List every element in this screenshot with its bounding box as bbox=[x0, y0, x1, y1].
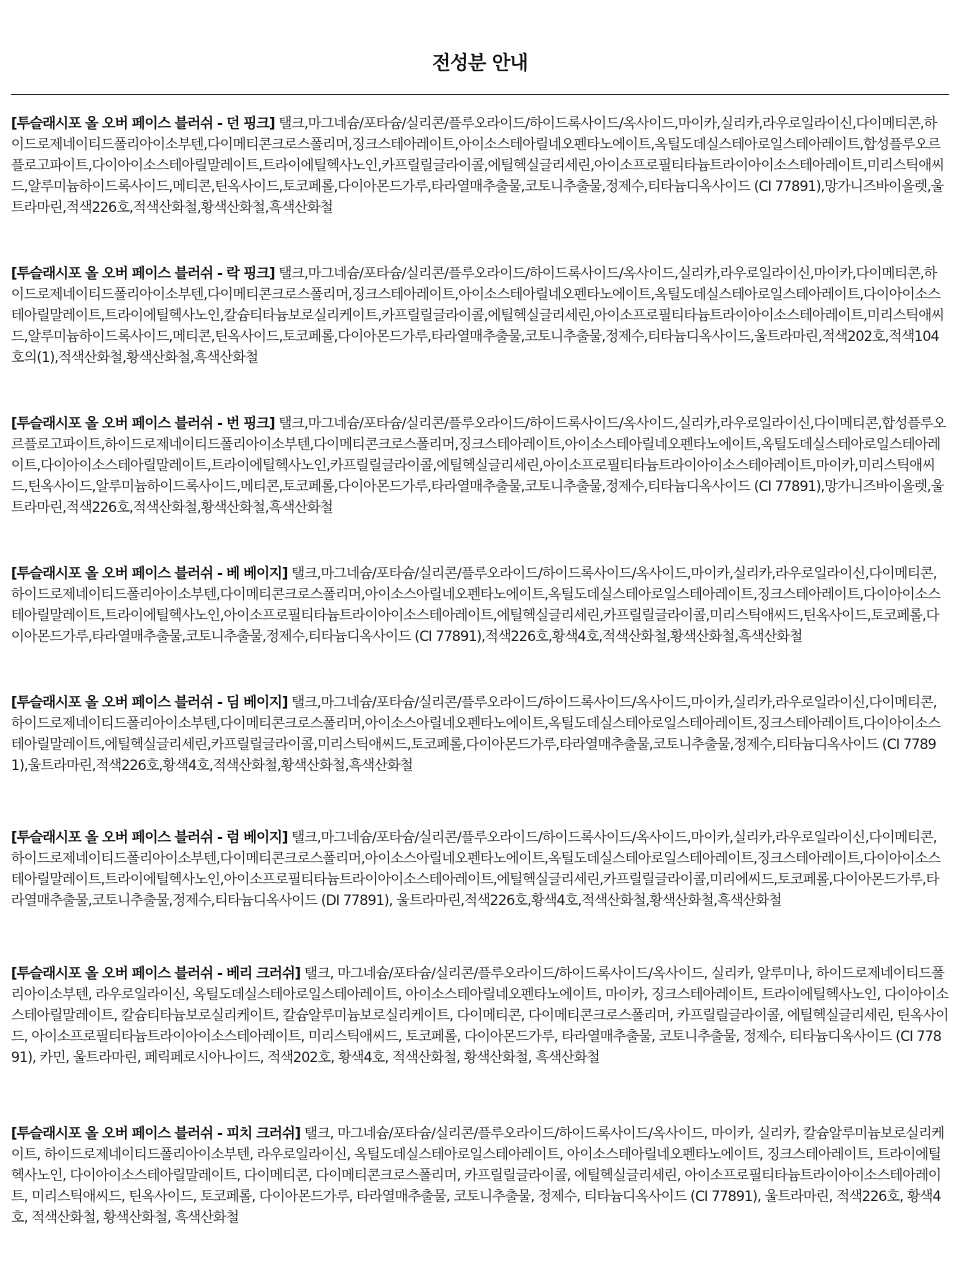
product-name: [투슬래시포 올 오버 페이스 블러쉬 - 락 핑크] bbox=[11, 266, 275, 282]
product-name: [투슬래시포 올 오버 페이스 블러쉬 - 럼 베이지] bbox=[11, 830, 288, 846]
ingredient-list: 탤크,마그네슘/포타슘/실리콘/플루오라이드/하이드록사이드/옥사이드,마이카,실리카,라우로일라이신,다이메티콘,하이드로제네이티드폴리아이소부텐,다이메티콘크로스폴리머,아이소스아릴네오펜타노에이트,옥틸도데실스테아로일스테아레이트,징크스테아레이트,다이아이소스테아릴말레이트,에틸헥실글리세린,카프릴릴글라이콜,미리스틱애씨드,토코페롤,다이아몬드가루,타라열매추출물,코토니추출물,정제수,티타늄디옥사이드 (CI 77891),울트라마린,적색226호,황색4호,적색산화철,황색산화철,흑색산화철 bbox=[11, 695, 941, 774]
ingredient-list: 탤크, 마그네슘/포타슘/실리콘/플루오라이드/하이드록사이드/옥사이드, 실리카, 알루미나, 하이드로제네이티드폴리아이소부텐, 라우로일라이신, 옥틸도데실스테아로일스테아레이트, 아이소스테아릴네오펜타노에이트, 마이카, 징크스테아레이트, 트라이에틸헥사노인, 다이아이소스테아릴말레이트, 칼슘티타늄보로실리케이트, 칼슘알루미늄보로실리케이트, 다이메티콘, 다이메티콘크로스폴리머, 카프릴릴글라이콜, 에틸헥실글리세린, 틴옥사이드, 아이소프로필티타늄트라이아이소스테아레이트, 미리스틱애씨드, 토코페롤, 다이아몬드가루, 타라열매추출물, 코토니추출물, 정제수, 티타늄디옥사이드 (CI 77891), 카민, 울트라마린, 페릭페로시아나이드, 적색202호, 황색4호, 적색산화철, 황색산화철, 흑색산화철 bbox=[11, 966, 949, 1066]
product-name: [투슬래시포 올 오버 페이스 블러쉬 - 딤 베이지] bbox=[11, 695, 288, 711]
product-ingredients-entry bbox=[11, 414, 949, 519]
product-name: [투슬래시포 올 오버 페이스 블러쉬 - 베 베이지] bbox=[11, 566, 288, 582]
product-name: [투슬래시포 올 오버 페이스 블러쉬 - 베리 크러쉬] bbox=[11, 966, 301, 982]
ingredient-list: 탤크,마그네슘/포타슘/실리콘/플루오라이드/하이드록사이드/옥사이드,마이카,실리카,라우로일라이신,다이메티콘,하이드로제네이티드폴리아이소부텐,다이메티콘크로스폴리머,아이소스아릴네오펜타노에이트,옥틸도데실스테아로일스테아레이트,징크스테아레이트,다이아이소스테아릴말레이트,트라이에틸헥사노인,아이소프로필티타늄트라이아이소스테아레이트,에틸헥실글리세린,카프릴릴글라이콜,미리에씨드,토코페롤,다이아몬드가루,타라열매추출물,코토니추출물,정제수,티타늄디옥사이드 (DI 77891), 울트라마린,적색226호,황색4호,적색산화철,황색산화철,흑색산화철 bbox=[11, 830, 941, 909]
product-name: [투슬래시포 올 오버 페이스 블러쉬 - 던 핑크] bbox=[11, 116, 275, 132]
product-ingredients-entry bbox=[11, 828, 949, 912]
product-ingredients-entry bbox=[11, 114, 949, 219]
ingredient-list: 탤크,마그네슘/포타슘/실리콘/플루오라이드/하이드록사이드/옥사이드,마이카,실리카,라우로일라이신,다이메티콘,하이드로제네이티드폴리아이소부텐,다이메티콘크로스폴리머,아이소스아릴네오펜타노에이트,옥틸도데실스테아로일스테아레이트,징크스테아레이트,다이아이소스테아릴말레이트,트라이에틸헥사노인,아이소프로필티타늄트라이아이소스테아레이트,에틸헥실글리세린,카프릴릴글라이콜,미리스틱애씨드,틴옥사이드,토코페롤,다이아몬드가루,타라열매추출물,코토니추출물,정제수,티타늄디옥사이드 (CI 77891),적색226호,황색4호,적색산화철,황색산화철,흑색산화철 bbox=[11, 566, 941, 645]
product-ingredients-entry bbox=[11, 693, 949, 777]
product-ingredients-entry bbox=[11, 1124, 949, 1229]
ingredient-list: 탤크,마그네슘/포타슘/실리콘/플루오라이드/하이드록사이드/옥사이드,실리카,라우로일라이신,다이메티콘,합성플루오르플로고파이트,하이드로제네이티드폴리아이소부텐,다이메티콘크로스폴리머,징크스테아레이트,아이소스테아릴네오펜타노에이트,옥틸도데실스테아로일스테아레이트,다이아이소스테아릴말레이트,트라이에틸헥사노인,카프릴릴글라이콜,에틸헥실글리세린,아이소프로필티타늄트라이아이소스테아레이트,마이카,미리스틱애씨드,틴옥사이드,알루미늄하이드록사이드,메티콘,토코페롤,다이아몬드가루,타라열매추출물,코토니추출물,정제수,티타늄디옥사이드 (CI 77891),망가니즈바이올렛,울트라마린,적색226호,적색산화철,황색산화철,흑색산화철 bbox=[11, 416, 946, 516]
ingredient-list: 탤크,마그네슘/포타슘/실리콘/플루오라이드/하이드록사이드/옥사이드,마이카,실리카,라우로일라이신,다이메티콘,하이드로제네이티드폴리아이소부텐,다이메티콘크로스폴리머,징크스테아레이트,아이소스테아릴네오펜타노에이트,옥틸도데실스테아로일스테아레이트,합성플루오르플로고파이트,다이아이소스테아릴말레이트,트라이에틸헥사노인,카프릴릴글라이콜,에틸헥실글리세린,아이소프로필티타늄트라이아이소스테아레이트,미리스틱애씨드,알루미늄하이드록사이드,메티콘,틴옥사이드,토코페롤,다이아몬드가루,타라열매추출물,코토니추출물,정제수,티타늄디옥사이드 (CI 77891),망가니즈바이올렛,울트라마린,적색226호,적색산화철,황색산화철,흑색산화철 bbox=[11, 116, 945, 216]
page-title: 전성분 안내 bbox=[432, 52, 528, 74]
product-name: [투슬래시포 올 오버 페이스 블러쉬 - 피치 크러쉬] bbox=[11, 1126, 301, 1142]
product-ingredients-entry bbox=[11, 964, 949, 1069]
ingredient-list: 탤크, 마그네슘/포타슘/실리콘/플루오라이드/하이드록사이드/옥사이드, 마이카, 실리카, 칼슘알루미늄보로실리케이트, 하이드로제네이티드폴리아이소부텐, 라우로일라이신, 옥틸도데실스테아로일스테아레이트, 아이소스테아릴네오펜타노에이트, 징크스테아레이트, 트라이에틸헥사노인, 다이아이소스테아릴말레이트, 다이메티콘, 다이메티콘크로스폴리머, 카프릴릴글라이콜, 에틸헥실글리세린, 아이소프로필티타늄트라이아이소스테아레이트, 미리스틱애씨드, 틴옥사이드, 토코페롤, 다이아몬드가루, 타라열매추출물, 코토니추출물, 정제수, 티타늄디옥사이드 (CI 77891), 울트라마린, 적색226호, 황색4호, 적색산화철, 황색산화철, 흑색산화철 bbox=[11, 1126, 945, 1226]
product-ingredients-entry bbox=[11, 264, 949, 369]
ingredient-list: 탤크,마그네슘/포타슘/실리콘/플루오라이드/하이드록사이드/옥사이드,실리카,라우로일라이신,마이카,다이메티콘,하이드로제네이티드폴리아이소부텐,다이메티콘크로스폴리머,징크스테아레이트,아이소스테아릴네오펜타노에이트,옥틸도데실스테아로일스테아레이트,다이아이소스테아릴말레이트,트라이에틸헥사노인,칼슘티타늄보로실리케이트,카프릴릴글라이콜,에틸헥실글리세린,아이소프로필티타늄트라이아이소스테아레이트,미리스틱애씨드,알루미늄하이드록사이드,메티콘,틴옥사이드,토코페롤,다이아몬드가루,타라열매추출물,코토니추출물,정제수,티타늄디옥사이드,울트라마린,적색202호,적색104호의(1),적색산화철,황색산화철,흑색산화철 bbox=[11, 266, 945, 366]
product-name: [투슬래시포 올 오버 페이스 블러쉬 - 번 핑크] bbox=[11, 416, 275, 432]
product-ingredients-entry bbox=[11, 564, 949, 648]
title-divider bbox=[11, 94, 949, 95]
